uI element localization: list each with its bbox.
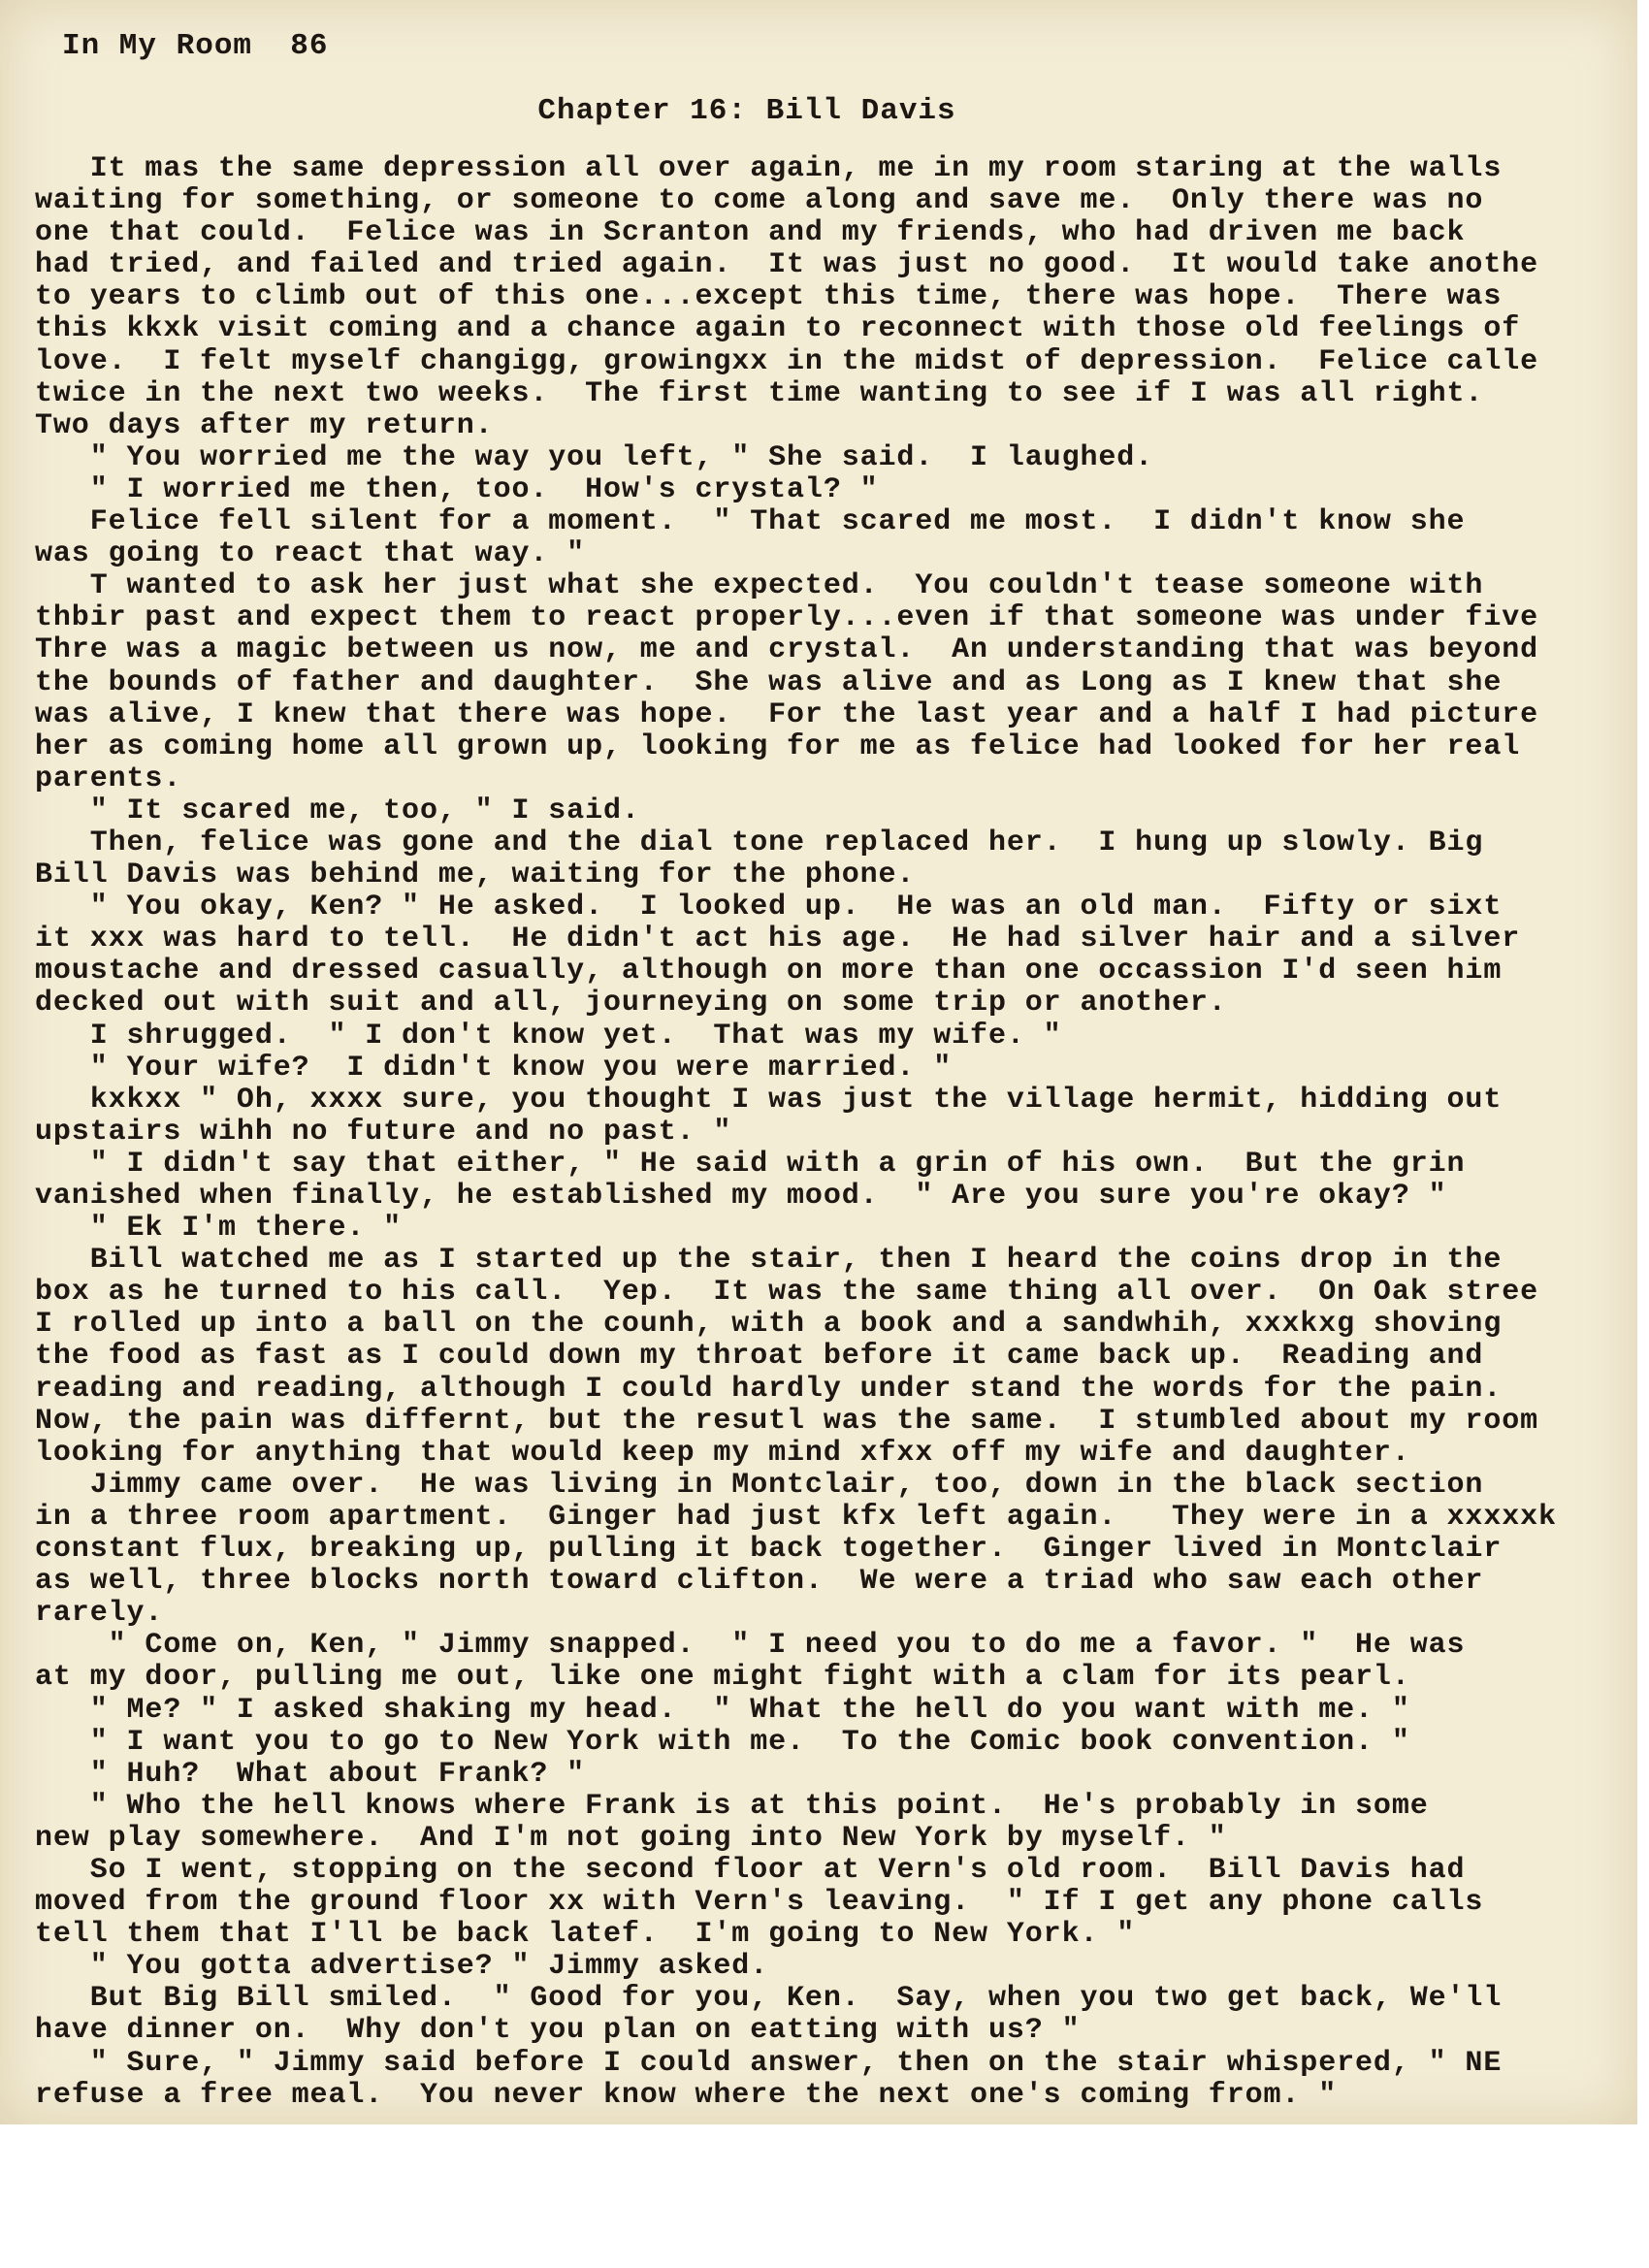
- text-line: twice in the next two weeks. The first time wanting to see if I was all right.: [35, 377, 1484, 410]
- text-line: her as coming home all grown up, looking for me as felice had looked for her real: [35, 730, 1521, 763]
- text-line: " Me? " I asked shaking my head. " What the hell do you want with me. ": [35, 1694, 1410, 1727]
- text-line: " Your wife? I didn't know you were married. ": [35, 1052, 953, 1085]
- text-line: vanished when finally, he established my mood. " Are you sure you're okay? ": [35, 1181, 1447, 1213]
- text-line: " You okay, Ken? " He asked. I looked up. He was an old man. Fifty or sixt: [35, 891, 1503, 924]
- text-line: was alive, I knew that there was hope. For the last year and a half I had picture: [35, 698, 1539, 731]
- text-line: Bill watched me as I started up the stair, then I heard the coins drop in the: [35, 1245, 1503, 1278]
- text-line: this kkxk visit coming and a chance again to reconnect with those old feelings of: [35, 313, 1521, 346]
- text-line: " Who the hell knows where Frank is at this point. He's probably in some: [35, 1790, 1429, 1823]
- text-line: tell them that I'll be back latef. I'm going to New York. ": [35, 1919, 1136, 1952]
- text-line: Bill Davis was behind me, waiting for the phone.: [35, 859, 916, 892]
- text-line: " Ek I'm there. ": [35, 1213, 403, 1246]
- text-line: " Sure, " Jimmy said before I could answer, then on the stair whispered, " NE: [35, 2047, 1503, 2080]
- running-title: In My Room: [62, 29, 253, 63]
- text-line: it xxx was hard to tell. He didn't act his age. He had silver hair and a silver: [35, 923, 1521, 956]
- text-line: But Big Bill smiled. " Good for you, Ken. Say, when you two get back, We'll: [35, 1983, 1503, 2016]
- text-line: refuse a free meal. You never know where the next one's coming from. ": [35, 2079, 1338, 2112]
- text-line: was going to react that way. ": [35, 538, 586, 571]
- text-line: " I didn't say that either, " He said with a grin of his own. But the grin: [35, 1148, 1466, 1181]
- text-line: Thre was a magic between us now, me and crystal. An understanding that was beyond: [35, 634, 1539, 667]
- text-line: at my door, pulling me out, like one might fight with a clam for its pearl.: [35, 1662, 1410, 1695]
- text-line: " Come on, Ken, " Jimmy snapped. " I need you to do me a favor. " He was: [35, 1630, 1466, 1663]
- text-line: in a three room apartment. Ginger had just kfx left again. They were in a xxxxxk: [35, 1501, 1557, 1534]
- text-line: the food as fast as I could down my throat before it came back up. Reading and: [35, 1341, 1484, 1374]
- text-line: I shrugged. " I don't know yet. That was my wife. ": [35, 1020, 1062, 1053]
- text-line: " I worried me then, too. How's crystal? ": [35, 473, 879, 506]
- text-line: box as he turned to his call. Yep. It was the same thing all over. On Oak stree: [35, 1277, 1539, 1310]
- text-line: " You gotta advertise? " Jimmy asked.: [35, 1951, 769, 1984]
- text-line: constant flux, breaking up, pulling it back together. Ginger lived in Montclair: [35, 1534, 1503, 1567]
- text-line: moved from the ground floor xx with Vern's leaving. " If I get any phone calls: [35, 1887, 1484, 1920]
- text-line: parents.: [35, 762, 182, 795]
- text-line: one that could. Felice was in Scranton and my friends, who had driven me back: [35, 217, 1466, 250]
- text-line: waiting for something, or someone to come along and save me. Only there was no: [35, 185, 1484, 218]
- text-line: Then, felice was gone and the dial tone replaced her. I hung up slowly. Big: [35, 826, 1484, 859]
- text-line: decked out with suit and all, journeying on some trip or another.: [35, 988, 1227, 1021]
- text-line: as well, three blocks north toward clifton. We were a triad who saw each other: [35, 1566, 1484, 1599]
- text-line: upstairs wihh no future and no past. ": [35, 1116, 732, 1149]
- text-line: It mas the same depression all over again, me in my room staring at the walls: [35, 153, 1503, 185]
- text-line: Felice fell silent for a moment. " That scared me most. I didn't know she: [35, 506, 1466, 539]
- body-text: [35, 153, 1626, 2112]
- text-line: have dinner on. Why don't you plan on eatting with us? ": [35, 2015, 1081, 2048]
- text-line: " It scared me, too, " I said.: [35, 794, 640, 827]
- text-line: moustache and dressed casually, although on more than one occassion I'd seen him: [35, 956, 1503, 988]
- page-header: [62, 29, 328, 63]
- text-line: Two days after my return.: [35, 409, 494, 442]
- text-line: looking for anything that would keep my mind xfxx off my wife and daughter.: [35, 1437, 1410, 1470]
- text-line: " Huh? What about Frank? ": [35, 1758, 586, 1791]
- text-line: new play somewhere. And I'm not going into New York by myself. ": [35, 1822, 1227, 1855]
- text-line: rarely.: [35, 1598, 164, 1631]
- text-line: to years to climb out of this one...except this time, there was hope. There was: [35, 281, 1503, 314]
- page-number: 86: [290, 29, 329, 63]
- text-line: " You worried me the way you left, " She said. I laughed.: [35, 441, 1154, 474]
- text-line: thbir past and expect them to react properly...even if that someone was under five: [35, 602, 1539, 635]
- text-line: So I went, stopping on the second floor at Vern's old room. Bill Davis had: [35, 1854, 1466, 1887]
- text-line: T wanted to ask her just what she expected. You couldn't tease someone with: [35, 570, 1484, 603]
- text-line: kxkxx " Oh, xxxx sure, you thought I was just the village hermit, hidding out: [35, 1084, 1503, 1117]
- text-line: Jimmy came over. He was living in Montclair, too, down in the black section: [35, 1469, 1484, 1502]
- text-line: I rolled up into a ball on the counh, with a book and a sandwhih, xxxkxg shoving: [35, 1309, 1503, 1342]
- text-line: the bounds of father and daughter. She was alive and as Long as I knew that she: [35, 666, 1503, 699]
- text-line: love. I felt myself changigg, growingxx in the midst of depression. Felice calle: [35, 345, 1539, 378]
- text-line: " I want you to go to New York with me. To the Comic book convention. ": [35, 1726, 1410, 1759]
- text-line: had tried, and failed and tried again. It was just no good. It would take anothe: [35, 249, 1539, 282]
- text-line: Now, the pain was differnt, but the resutl was the same. I stumbled about my room: [35, 1405, 1539, 1438]
- text-line: reading and reading, although I could hardly under stand the words for the pain.: [35, 1373, 1503, 1406]
- chapter-title: Chapter 16: Bill Davis: [537, 94, 956, 128]
